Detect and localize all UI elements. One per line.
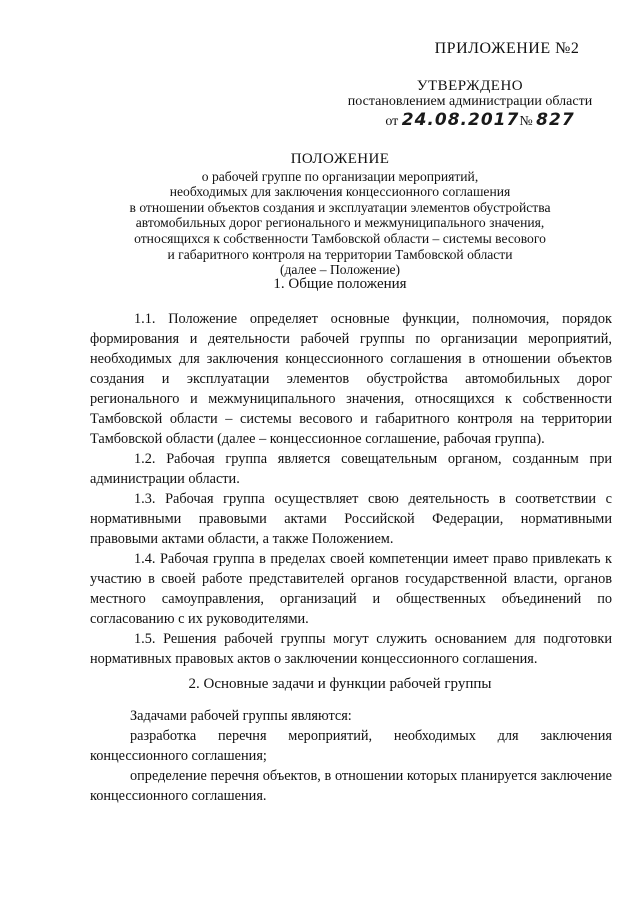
section-heading-1: 1. Общие положения — [273, 276, 407, 292]
decree-line: постановлением администрации области — [347, 94, 593, 109]
paragraph: 1.2. Рабочая группа является совещательным органом, созданным при администрации области. — [90, 451, 612, 487]
title-line: и габаритного контроля на территории Тамбовской области — [167, 246, 513, 262]
document-title — [80, 152, 600, 278]
title-line: о рабочей группе по организации мероприятий, — [201, 168, 479, 184]
date-number-line — [360, 110, 600, 130]
title-heading: ПОЛОЖЕНИЕ — [290, 151, 390, 167]
handwritten-number: 827 — [536, 110, 575, 130]
paragraph: 1.4. Рабочая группа в пределах своей компетенции имеет право привлекать к участию в своей работе представителей органов государственной власти, органов местного самоуправления, организаций и общественных объединений по согласованию с их руководителями. — [90, 551, 612, 627]
approved-stamp-text: УТВЕРЖДЕНО — [416, 78, 524, 94]
section-1-body — [90, 309, 612, 669]
title-line: в отношении объектов создания и эксплуатации элементов обустройства — [129, 199, 551, 215]
title-line: автомобильных дорог регионального и межмуниципального значения, — [135, 215, 545, 231]
paragraph: 1.3. Рабочая группа осуществляет свою деятельность в соответствии с нормативными правовыми актами Российской Федерации, нормативными правовыми актами области, а также Положением. — [90, 491, 612, 547]
paragraph: Задачами рабочей группы являются: — [130, 708, 352, 724]
appendix-label: ПРИЛОЖЕНИЕ №2 — [434, 40, 580, 57]
title-line: (далее – Положение) — [279, 262, 401, 278]
paragraph: 1.5. Решения рабочей группы могут служить основанием для подготовки нормативных правовых актов о заключении концессионного соглашения. — [90, 631, 612, 667]
paragraph: разработка перечня мероприятий, необходимых для заключения концессионного соглашения; — [90, 728, 612, 764]
date-prefix: от — [385, 114, 399, 129]
section-heading-2: 2. Основные задачи и функции рабочей группы — [188, 676, 492, 692]
title-line: необходимых для заключения концессионного соглашения — [169, 184, 511, 200]
paragraph: определение перечня объектов, в отношении которых планируется заключение концессионного соглашения. — [90, 768, 612, 804]
number-sign: № — [519, 114, 533, 129]
handwritten-date: 24.08.2017 — [401, 110, 520, 130]
section-2-body — [90, 706, 612, 806]
paragraph: 1.1. Положение определяет основные функции, полномочия, порядок формирования и деятельности рабочей группы по организации мероприятий, необходимых для заключения концессионного соглашения в отношении объектов создания и эксплуатации элементов обустройства автомобильных дорог регионального и межмуниципального значения, относящихся к собственности Тамбовской области – системы весового и габаритного контроля на территории Тамбовской области (далее – концессионное соглашение, рабочая группа). — [90, 311, 612, 447]
title-line: относящихся к собственности Тамбовской области – системы весового — [134, 230, 546, 246]
